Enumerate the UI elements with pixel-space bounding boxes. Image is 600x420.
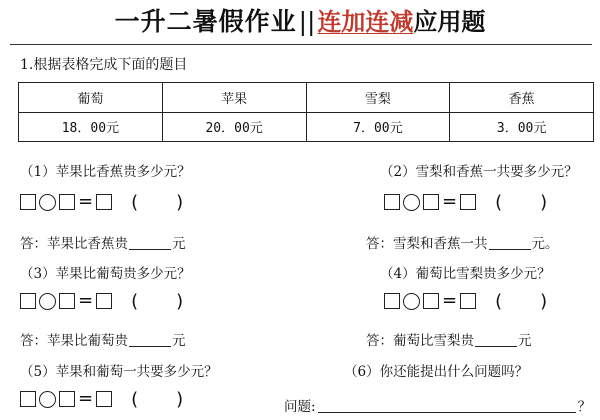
unit-open-paren: (	[131, 290, 139, 312]
answer-suffix: 元。	[531, 236, 559, 252]
question-4-label: （4）葡萄比雪梨贵多少元？	[380, 266, 551, 282]
question-prompt: 问题:	[284, 399, 316, 415]
number-box[interactable]	[20, 391, 36, 407]
title-separator: ||	[298, 7, 316, 36]
title-main: 一升二暑假作业	[114, 7, 297, 36]
unit-open-paren: (	[131, 388, 139, 410]
question-3-label: （3）苹果比葡萄贵多少元？	[20, 266, 191, 282]
number-box[interactable]	[20, 293, 36, 309]
number-box[interactable]	[423, 194, 439, 210]
answer-blank[interactable]	[129, 332, 171, 347]
unit-open-paren: (	[495, 191, 503, 213]
number-box[interactable]	[20, 194, 36, 210]
operator-circle[interactable]	[403, 293, 420, 310]
table-price-cell: 3．00元	[450, 112, 594, 142]
operator-circle[interactable]	[39, 194, 56, 211]
question-2-answer	[366, 232, 559, 252]
result-box[interactable]	[460, 293, 476, 309]
question-2-equation	[384, 191, 547, 213]
equals-sign: =	[442, 191, 458, 212]
equals-sign: =	[78, 290, 94, 311]
result-box[interactable]	[460, 194, 476, 210]
price-table	[18, 82, 594, 142]
question-3-equation	[20, 290, 183, 312]
number-box[interactable]	[423, 293, 439, 309]
worksheet-title	[0, 2, 600, 42]
equals-sign: =	[442, 290, 458, 311]
question-1-label: （1）苹果比香蕉贵多少元？	[20, 164, 191, 180]
unit-close-paren: )	[176, 290, 184, 312]
equals-sign: =	[78, 388, 94, 409]
question-4-equation	[384, 290, 547, 312]
table-price-row	[19, 112, 594, 142]
question-1-equation	[20, 191, 183, 213]
equals-sign: =	[78, 191, 94, 212]
question-blank[interactable]	[318, 398, 576, 413]
question-mark: ？	[577, 399, 592, 415]
title-divider	[10, 44, 592, 45]
answer-blank[interactable]	[129, 235, 171, 250]
unit-close-paren: )	[176, 191, 184, 213]
number-box[interactable]	[59, 194, 75, 210]
operator-circle[interactable]	[39, 293, 56, 310]
section-title: 1.根据表格完成下面的题目	[20, 57, 188, 73]
question-2-label: （2）雪梨和香蕉一共要多少元？	[380, 164, 578, 180]
unit-close-paren: )	[540, 191, 548, 213]
table-price-cell: 20．00元	[162, 112, 306, 142]
result-box[interactable]	[96, 194, 112, 210]
title-topic-rest: 应用题	[413, 8, 486, 36]
unit-close-paren: )	[176, 388, 184, 410]
answer-suffix: 元	[172, 333, 186, 349]
question-6-label: （6）你还能提出什么问题吗？	[344, 364, 529, 380]
table-price-cell: 18．00元	[19, 112, 163, 142]
answer-suffix: 元	[172, 236, 186, 252]
answer-suffix: 元	[518, 333, 532, 349]
answer-prefix: 答：苹果比葡萄贵	[20, 333, 128, 349]
operator-circle[interactable]	[39, 391, 56, 408]
question-1-answer	[20, 232, 186, 252]
result-box[interactable]	[96, 293, 112, 309]
answer-prefix: 答：雪梨和香蕉一共	[366, 236, 488, 252]
number-box[interactable]	[384, 194, 400, 210]
question-6-answer	[284, 395, 591, 415]
unit-open-paren: (	[495, 290, 503, 312]
answer-prefix: 答：苹果比香蕉贵	[20, 236, 128, 252]
question-4-answer	[366, 329, 532, 349]
table-header-cell: 葡萄	[19, 83, 163, 113]
answer-blank[interactable]	[475, 332, 517, 347]
number-box[interactable]	[59, 391, 75, 407]
table-price-cell: 7．00元	[306, 112, 450, 142]
answer-prefix: 答：葡萄比雪梨贵	[366, 333, 474, 349]
table-header-cell: 苹果	[162, 83, 306, 113]
table-header-row	[19, 83, 594, 113]
question-5-equation	[20, 388, 183, 410]
operator-circle[interactable]	[403, 194, 420, 211]
question-3-answer	[20, 329, 186, 349]
question-5-label: （5）苹果和葡萄一共要多少元？	[20, 364, 218, 380]
unit-open-paren: (	[131, 191, 139, 213]
answer-blank[interactable]	[489, 235, 531, 250]
number-box[interactable]	[384, 293, 400, 309]
number-box[interactable]	[59, 293, 75, 309]
title-topic-highlight: 连加连减	[317, 8, 414, 36]
table-header-cell: 香蕉	[450, 83, 594, 113]
table-header-cell: 雪梨	[306, 83, 450, 113]
unit-close-paren: )	[540, 290, 548, 312]
result-box[interactable]	[96, 391, 112, 407]
